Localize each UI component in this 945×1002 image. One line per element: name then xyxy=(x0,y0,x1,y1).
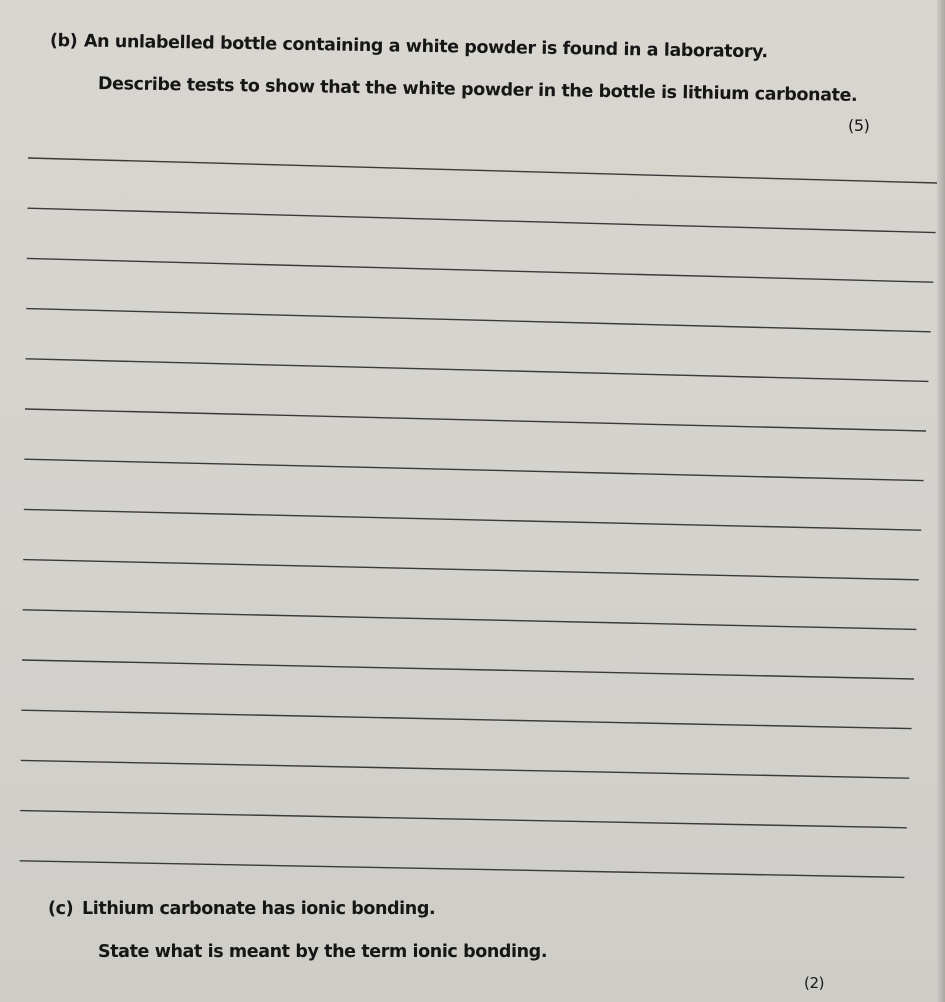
answer-line[interactable] xyxy=(23,610,917,630)
answer-line[interactable] xyxy=(27,208,935,232)
part-c-marks: (2) xyxy=(804,974,825,992)
part-b-marks: (5) xyxy=(848,116,870,135)
answer-line[interactable] xyxy=(21,710,911,728)
part-b-question-text: An unlabelled bottle containing a white powder is found in a laboratory. xyxy=(83,31,768,63)
part-c-label: (c) xyxy=(48,899,74,919)
answer-line[interactable] xyxy=(20,811,907,828)
answer-line[interactable] xyxy=(26,359,929,382)
answer-line[interactable] xyxy=(20,861,905,878)
part-c-statement-text: Lithium carbonate has ionic bonding. xyxy=(82,899,436,919)
part-c-key-term: ionic bonding xyxy=(412,942,541,962)
answer-line[interactable] xyxy=(22,660,914,679)
answer-line[interactable] xyxy=(21,760,909,778)
part-b-label: (b) xyxy=(49,31,78,52)
answer-line[interactable] xyxy=(26,309,931,332)
answer-line[interactable] xyxy=(27,258,933,282)
part-c-instruction-text: State what is meant by the term xyxy=(98,942,413,962)
answer-line[interactable] xyxy=(24,459,923,480)
answer-line[interactable] xyxy=(25,409,926,431)
part-c-statement xyxy=(48,898,435,920)
page-edge xyxy=(937,0,945,1002)
part-c-instruction-end: . xyxy=(540,942,548,962)
part-c-instruction xyxy=(98,941,547,963)
part-b-instruction: Describe tests to show that the white powder in the bottle is lithium carbonate. xyxy=(97,74,858,106)
answer-line[interactable] xyxy=(23,560,919,580)
answer-line[interactable] xyxy=(24,509,921,530)
answer-line[interactable] xyxy=(28,158,938,183)
